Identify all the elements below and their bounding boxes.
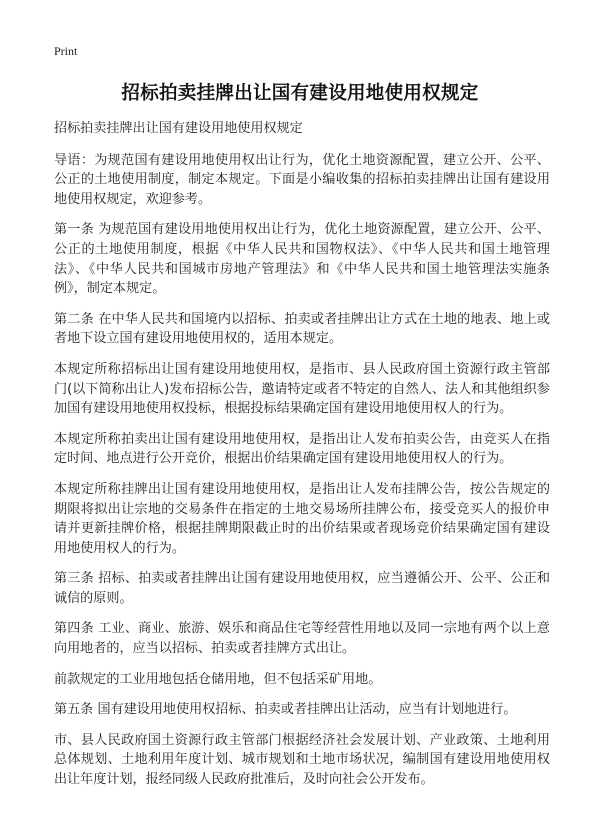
intro-paragraph: 导语：为规范国有建设用地使用权出让行为，优化土地资源配置，建立公开、公平、公正的土地使用制度，制定本规定。下面是小编收集的招标拍卖挂牌出让国有建设用地使用权规定，欢迎参考。 bbox=[54, 152, 550, 207]
article-2-paragraph: 第二条 在中华人民共和国境内以招标、拍卖或者挂牌出让方式在土地的地表、地上或者地下设立国有建设用地使用权的，适用本规定。 bbox=[54, 311, 550, 347]
page-title: 招标拍卖挂牌出让国有建设用地使用权规定 bbox=[121, 83, 479, 104]
article-body bbox=[54, 119, 550, 801]
auction-definition-paragraph: 本规定所称拍卖出让国有建设用地使用权，是指出让人发布拍卖公告，由竞买人在指定时间、地点进行公开竞价，根据出价结果确定国有建设用地使用权人的行为。 bbox=[54, 431, 550, 467]
listing-definition-paragraph: 本规定所称挂牌出让国有建设用地使用权，是指出让人发布挂牌公告，按公告规定的期限将拟出让宗地的交易条件在指定的土地交易场所挂牌公布，接受竞买人的报价申请并更新挂牌价格，根据挂牌期限截止时的出价结果或者现场竞价结果确定国有建设用地使用权人的行为。 bbox=[54, 481, 550, 556]
article-3-paragraph: 第三条 招标、拍卖或者挂牌出让国有建设用地使用权，应当遵循公开、公平、公正和诚信的原则。 bbox=[54, 571, 550, 606]
article-subtitle: 招标拍卖挂牌出让国有建设用地使用权规定 bbox=[54, 121, 303, 136]
article-1-paragraph: 第一条 为规范国有建设用地使用权出让行为，优化土地资源配置，建立公开、公平、公正的土地使用制度，根据《中华人民共和国物权法》、《中华人民共和国土地管理法》、《中华人民共和国城市房地产管理法》和《中华人民共和国土地管理法实施条例》，制定本规定。 bbox=[54, 222, 550, 297]
article-5-paragraph: 第五条 国有建设用地使用权招标、拍卖或者挂牌出让活动，应当有计划地进行。 bbox=[54, 702, 517, 718]
print-link[interactable]: Print bbox=[54, 44, 78, 58]
tender-definition-paragraph: 本规定所称招标出让国有建设用地使用权，是指市、县人民政府国土资源行政主管部门(以下简称出让人)发布招标公告，邀请特定或者不特定的自然人、法人和其他组织参加国有建设用地使用权投标，根据投标结果确定国有建设用地使用权人的行为。 bbox=[54, 361, 550, 417]
industrial-land-paragraph: 前款规定的工业用地包括仓储用地，但不包括采矿用地。 bbox=[54, 671, 382, 687]
article-4-paragraph: 第四条 工业、商业、旅游、娱乐和商品住宅等经营性用地以及同一宗地有两个以上意向用地者的，应当以招标、拍卖或者挂牌方式出让。 bbox=[54, 621, 550, 657]
annual-plan-paragraph: 市、县人民政府国土资源行政主管部门根据经济社会发展计划、产业政策、土地利用总体规划、土地利用年度计划、城市规划和土地市场状况，编制国有建设用地使用权出让年度计划，报经同级人民政府批准后，及时向社会公开发布。 bbox=[54, 732, 550, 788]
